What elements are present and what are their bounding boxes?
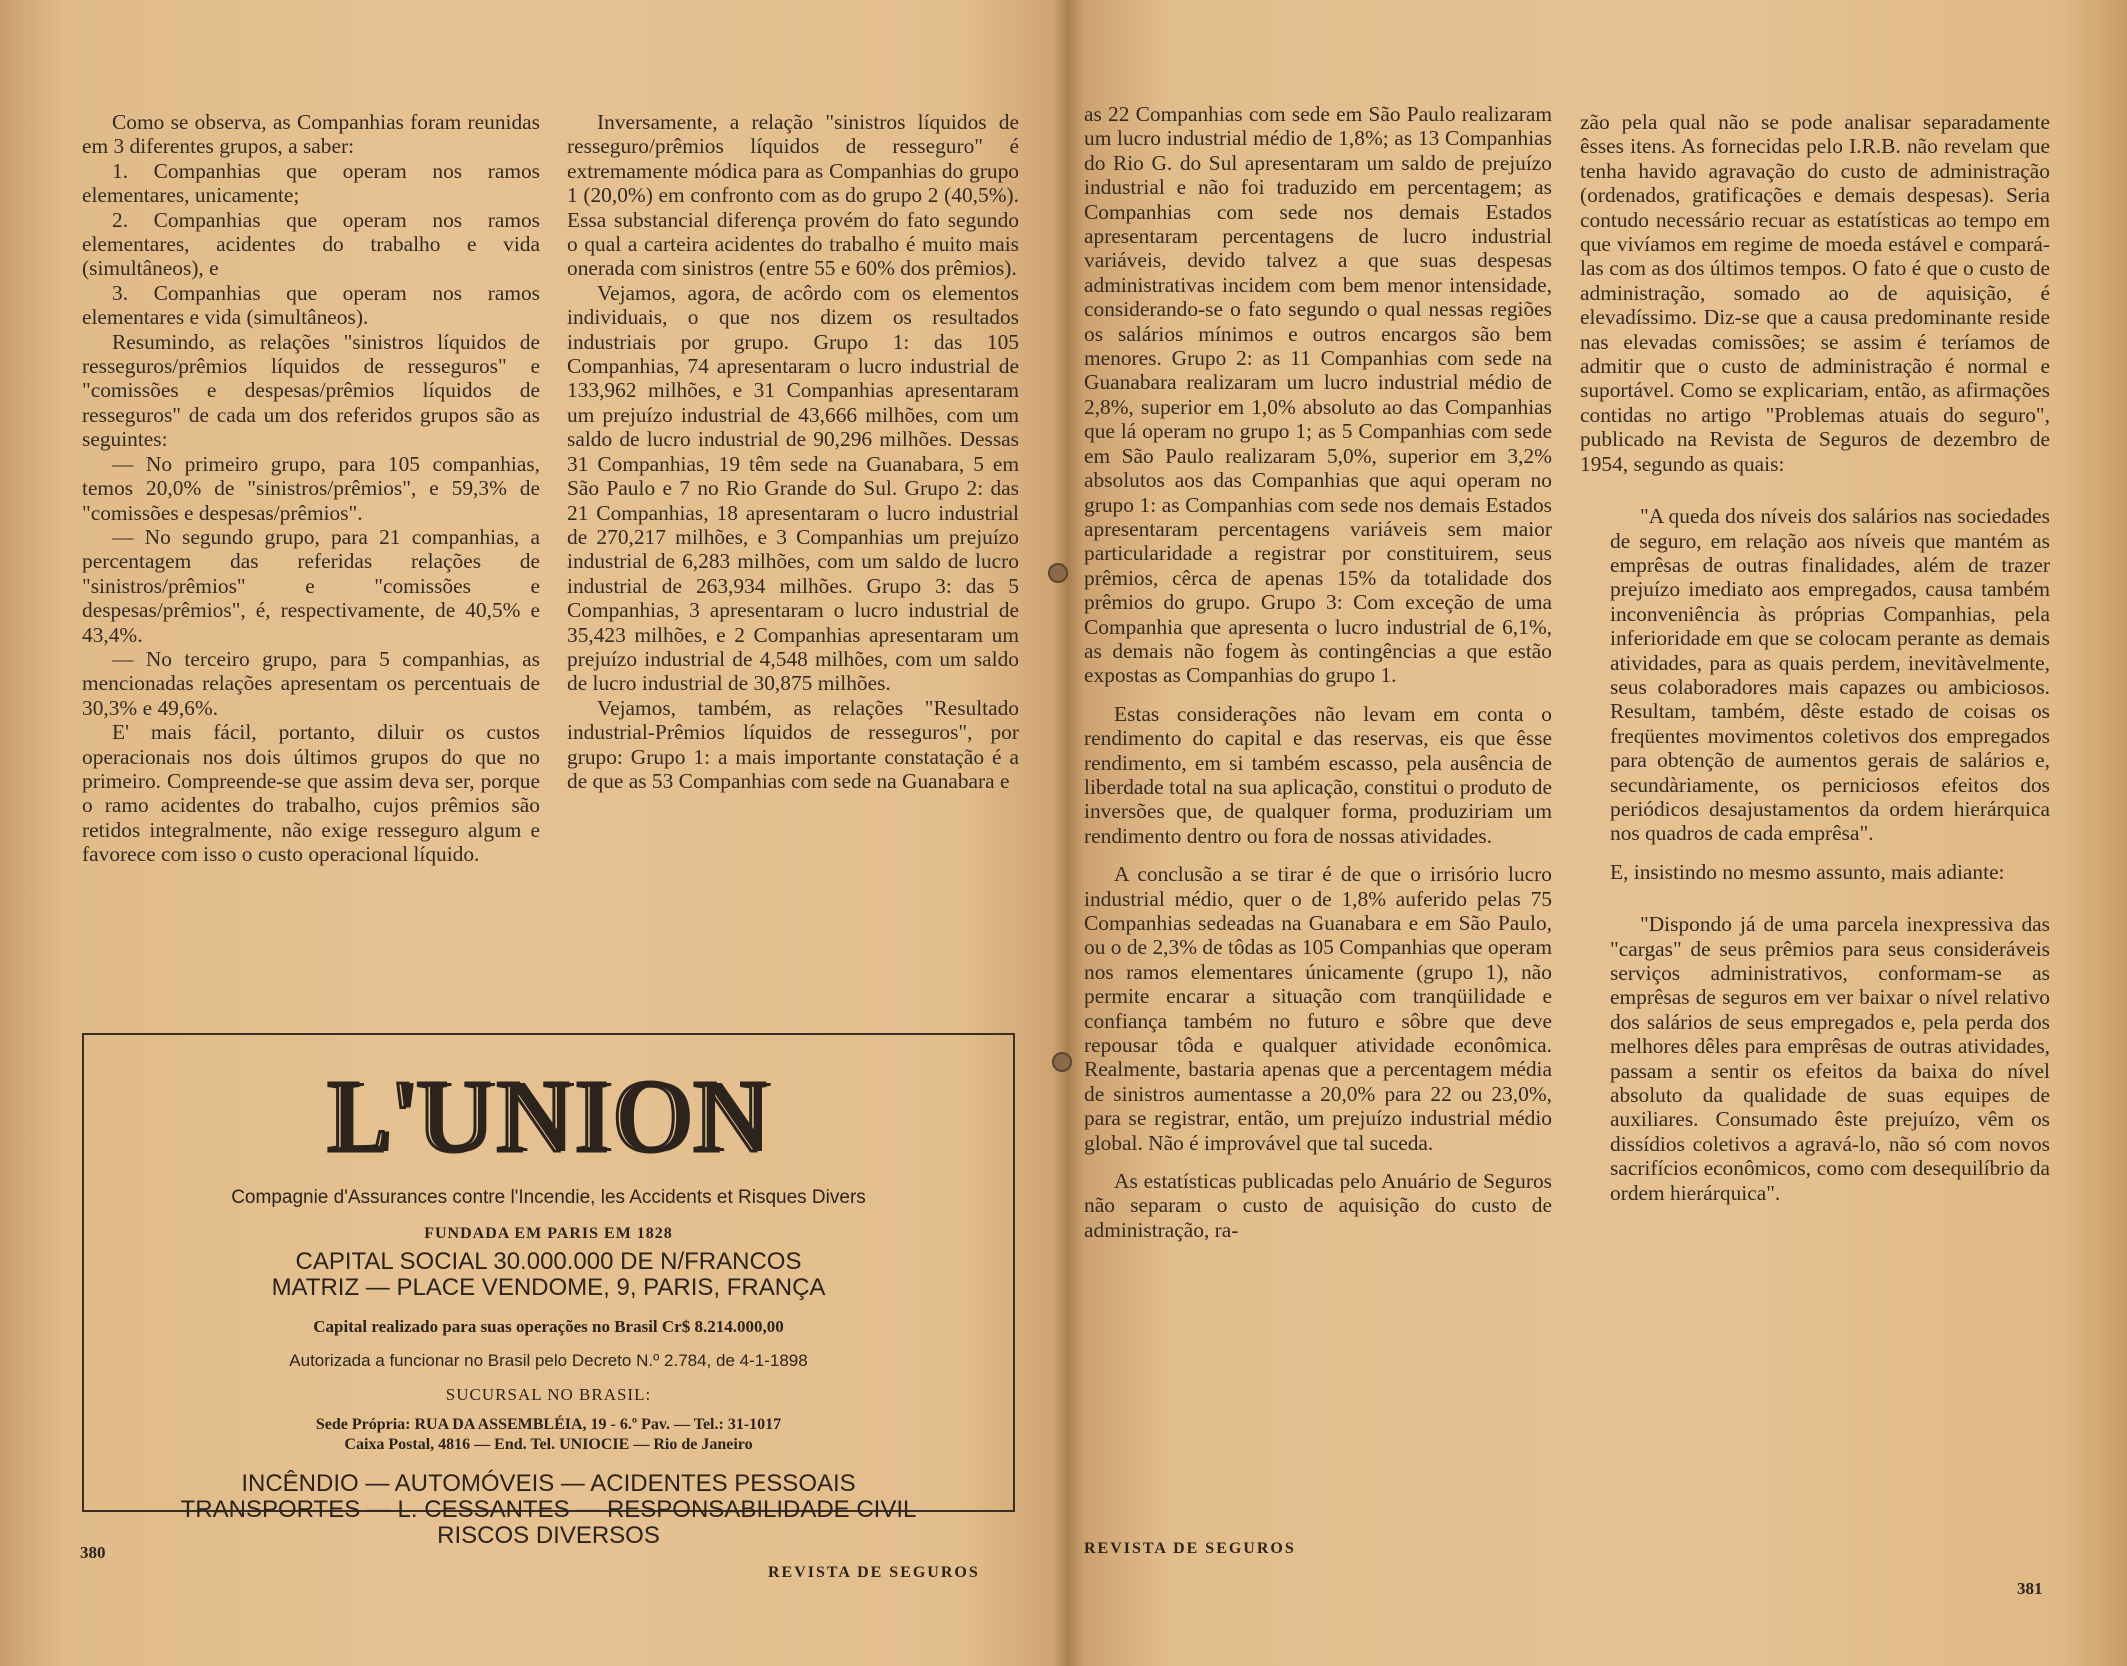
ad-capital-brasil: Capital realizado para suas operações no Brasil Cr$ 8.214.000,00 [313,1317,784,1336]
right-page [1062,0,2127,1666]
ad-sede: Sede Própria: RUA DA ASSEMBLÉIA, 19 - 6.º Pav. — Tel.: 31-1017 [315,1416,782,1433]
paragraph: Inversamente, a relação "sinistros líquidos de resseguro/prêmios líquidos de resseguro" é extremamente módica para as Companhias do grupo 1 (20,0%) em confronto com as do grupo 2 (40,5%). Essa substancial diferença provém do fato segundo o qual a carteira acidentes do trabalho é muito mais onerada com sinistros (entre 55 e 60% dos prêmios). [567,110,1019,281]
paragraph: As estatísticas publicadas pelo Anuário de Seguros não separam o custo de aquisição do custo de administração, ra- [1084,1169,1552,1242]
paragraph: — No terceiro grupo, para 5 companhias, as mencionadas relações apresentam os percentuais de 30,3% e 49,6%. [82,646,540,720]
paragraph: Como se observa, as Companhias foram reunidas em 3 diferentes grupos, a saber: [82,110,540,159]
paragraph: Vejamos, também, as relações "Resultado industrial-Prêmios líquidos de resseguros", por grupo: Grupo 1: a mais importante constatação é a de que as 53 Companhias com sede na Guanabara e [567,695,1019,793]
right-column-2 [1580,110,2050,1205]
paragraph: A conclusão a se tirar é de que o irrisório lucro industrial médio, quer o de 1,8% auferido pelas 75 Companhias sedeadas na Guanabara e em São Paulo, ou o de 2,3% de tôdas as 105 Companhias que operam nos ramos elementares únicamente (grupo 1), não permite encarar a situação com tranqüilidade e confiança também no futuro e sôbre que deve repousar tôda e qualquer atividade econômica. Realmente, bastaria apenas que a percentagem média de sinistros aumentasse a 20,0% para 22 ou 23,0%, para se registrar, então, um prejuízo industrial médio global. Não é improvável que tal suceda. [1084,862,1552,1155]
paragraph: — No primeiro grupo, para 105 companhias, temos 20,0% de "sinistros/prêmios", e 59,3% de "comissões e despesas/prêmios". [82,451,540,525]
running-head-left: REVISTA DE SEGUROS [768,1564,980,1581]
running-head-right: REVISTA DE SEGUROS [1084,1540,1296,1557]
paragraph: as 22 Companhias com sede em São Paulo realizaram um lucro industrial médio de 1,8%; as 13 Companhias do Rio G. do Sul apresentaram um saldo de prejuízo industrial e não foi traduzido em percentagem; as Companhias com sede nos demais Estados apresentaram percentagens de lucro industrial variáveis, devido talvez a que suas despesas administrativas incidem com bem menor intensidade, considerando-se o fato segundo o qual nessas regiões os salários mínimos e outros encargos são bem menores. Grupo 2: as 11 Companhias com sede na Guanabara realizaram um lucro industrial médio de 2,8%, superior em 1,0% absoluto ao das Companhias que lá operam no grupo 1; as 5 Companhias com sede em São Paulo realizaram 5,0%, superior em 3,2% absolutos aos das Companhias que aqui operam no grupo 1: as Companhias com sede nos demais Estados apresentaram percentagens variáveis sem maior particularidade a registrar por constituirem, seus prêmios, cêrca de apenas 15% da totalidade dos prêmios do grupo. Grupo 3: Com exceção de uma Companhia que apresenta o lucro industrial de 6,1%, as demais não fogem às contingências a que estão expostas as Companhias do grupo 1. [1084,102,1552,688]
left-page [0,0,1062,1666]
left-column-2 [567,110,1019,793]
paragraph: 3. Companhias que operam nos ramos elementares e vida (simultâneos). [82,280,540,330]
paragraph: Estas considerações não levam em conta o rendimento do capital e das reservas, eis que êsse rendimento, em si também escasso, pela ausência de liberdade total na sua aplicação, constitui o produto de inversões que, de qualquer forma, produziriam um rendimento dentro ou fora de nossas atividades. [1084,701,1552,848]
ad-caixa: Caixa Postal, 4816 — End. Tel. UNIOCIE — Rio de Janeiro [344,1436,753,1453]
lunion-advertisement [82,1033,1015,1549]
quotation: "Dispondo já de uma parcela inexpressiva das "cargas" de seus prêmios para seus consideráveis serviços administrativos, conformam-se as emprêsas de seguros em ver baixar o nível relativo dos salários de seus empregados e, pela perda dos melhores dêles para emprêsas de outras atividades, passam a sentir os efeitos da baixa do nível absoluto da qualidade de suas equipes de auxiliares. Consumado êste prejuízo, vêm os dissídios coletivos a agravá-lo, não só com novos sacrifícios econômicos, como com desequilíbrio da ordem hierárquica". [1610,912,2050,1205]
ad-ramos-3: RISCOS DIVERSOS [437,1522,660,1549]
paragraph: 1. Companhias que operam nos ramos elementares, unicamente; [82,158,540,208]
right-column-1 [1084,102,1552,1242]
paragraph: E, insistindo no mesmo assunto, mais adiante: [1610,859,2005,884]
lunion-logo: L'UNION [325,1059,772,1174]
ad-matriz: MATRIZ — PLACE VENDOME, 9, PARIS, FRANÇA [271,1274,826,1301]
paragraph: Resumindo, as relações "sinistros líquidos de resseguros/prêmios líquidos de resseguros" e "comissões e despesas/prêmios líquidos de resseguros" de cada um dos referidos grupos são as seguintes: [82,329,540,452]
ad-capital: CAPITAL SOCIAL 30.000.000 DE N/FRANCOS [295,1248,802,1275]
ad-ramos-2: TRANSPORTES — L. CESSANTES — RESPONSABILIDADE CIVIL [180,1496,917,1523]
paragraph: Vejamos, agora, de acôrdo com os elementos individuais, o que nos dizem os resultados industriais por grupo. Grupo 1: das 105 Companhias, 74 apresentaram o lucro industrial de 133,962 milhões, e 31 Companhias apresentaram um prejuízo industrial de 43,666 milhões, com um saldo de lucro industrial de 90,296 milhões. Dessas 31 Companhias, 19 têm sede na Guanabara, 5 em São Paulo e 7 no Rio Grande do Sul. Grupo 2: das 21 Companhias, 18 apresentaram o lucro industrial de 270,217 milhões, e 3 Companhias um prejuízo industrial de 6,283 milhões, com um saldo de lucro industrial de 263,934 milhões. Grupo 3: das 5 Companhias, 3 apresentaram o lucro industrial de 35,423 milhões, e 2 Companhias apresentaram um prejuízo industrial de 4,548 milhões, com um saldo de lucro industrial de 30,875 milhões. [567,280,1019,696]
paragraph: zão pela qual não se pode analisar separadamente êsses itens. As fornecidas pelo I.R.B. não revelam que tenha havido agravação do custo de administração (ordenados, gratificações e demais despesas). Seria contudo necessário recuar as estatísticas ao tempo em que vivíamos em regime de moeda estável e compará-las com as dos últimos tempos. O fato é que o custo de administração, somado ao de aquisição, é elevadíssimo. Diz-se que a causa predominante reside nas elevadas comissões; se assim é teríamos de admitir que o custo de administração é normal e suportável. Como se explicariam, então, as afirmações contidas no artigo "Problemas atuais do seguro", publicado na Revista de Seguros de dezembro de 1954, segundo as quais: [1580,110,2050,476]
quotation: "A queda dos níveis dos salários nas sociedades de seguro, em relação aos níveis que mantém as emprêsas de outras finalidades, além de trazer prejuízo imediato aos empregados, causa também inconveniência às próprias Companhias, pela inferioridade em que se colocam perante as demais atividades, para as quais perdem, inevitàvelmente, seus colaboradores mais capazes ou ambiciosos. Resultam, também, dêste estado de coisas os freqüentes movimentos coletivos dos empregados para obtenção de aumentos gerais de salários e, secundàriamente, os perniciosos efeitos dos periódicos desajustamentos da ordem hierárquica nos quadros de cada emprêsa". [1610,504,2050,846]
paragraph: E' mais fácil, portanto, diluir os custos operacionais nos dois últimos grupos do que no primeiro. Compreende-se que assim deva ser, porque o ramo acidentes do trabalho, cujos prêmios são retidos integralmente, não exige resseguro algum e favorece com isso o custo operacional líquido. [82,720,540,867]
page-number-right: 381 [2017,1579,2043,1598]
paragraph: — No segundo grupo, para 21 companhias, a percentagem das referidas relações de "sinistros/prêmios" e "comissões e despesas/prêmios", é, respectivamente, de 40,5% e 43,4%. [82,524,540,647]
ad-ramos-1: INCÊNDIO — AUTOMÓVEIS — ACIDENTES PESSOAIS [241,1470,856,1497]
left-column-1 [82,110,540,867]
ad-decreto: Autorizada a funcionar no Brasil pelo Decreto N.º 2.784, de 4-1-1898 [289,1351,808,1370]
ad-subtitle: Compagnie d'Assurances contre l'Incendie, les Accidents et Risques Divers [231,1187,866,1208]
page-number-left: 380 [80,1543,106,1562]
ad-founded: FUNDADA EM PARIS EM 1828 [424,1225,673,1242]
paragraph: 2. Companhias que operam nos ramos elementares, acidentes do trabalho e vida (simultâneos), e [82,207,540,281]
ad-sucursal: SUCURSAL NO BRASIL: [445,1385,652,1404]
